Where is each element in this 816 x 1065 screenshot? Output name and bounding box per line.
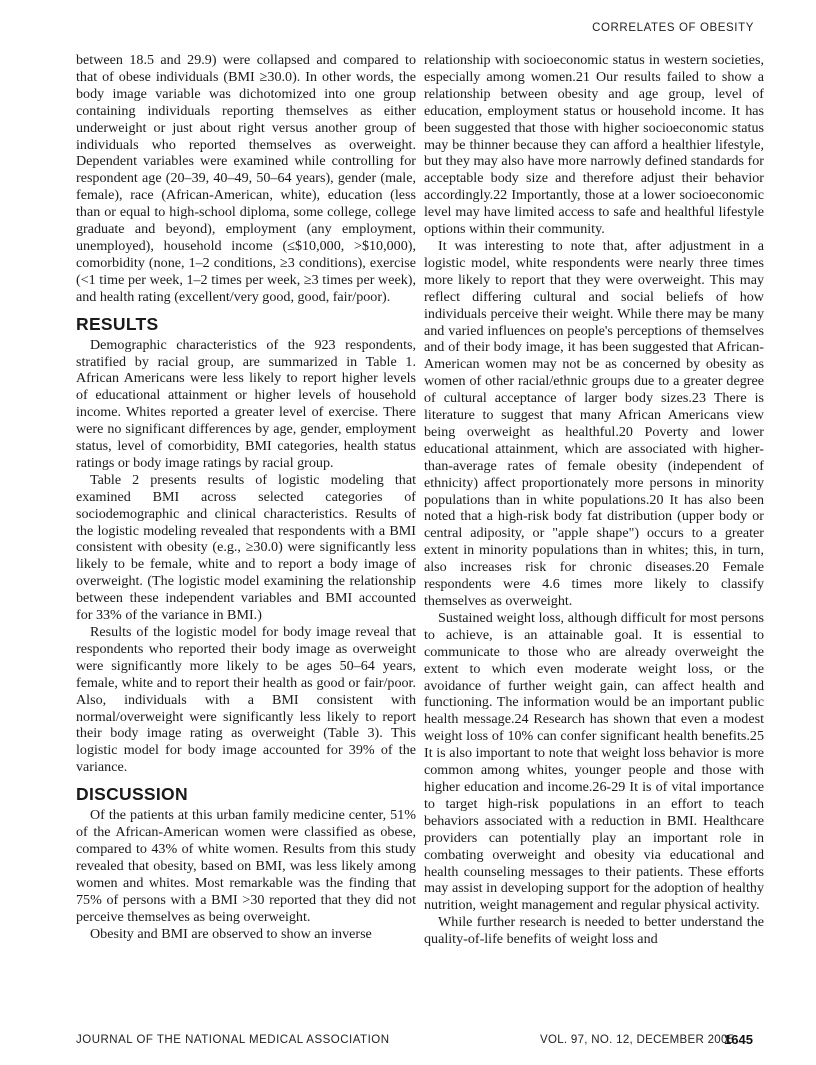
- footer-volume-info: VOL. 97, NO. 12, DECEMBER 2005: [540, 1034, 735, 1046]
- left-column: [76, 52, 416, 942]
- results-heading: RESULTS: [76, 313, 159, 334]
- running-title: CORRELATES OF OBESITY: [592, 22, 754, 34]
- page-number: 1645: [724, 1032, 753, 1047]
- discussion-paragraph-6: While further research is needed to better understand the quality-of-life benefits of weight loss and: [424, 914, 764, 948]
- discussion-paragraph-1: Of the patients at this urban family medicine center, 51% of the African-American women were classified as obese, compared to 43% of white women. Results from this study revealed that obesity, based on BMI, was less likely among women and whites. Most remarkable was the finding that 75% of persons with a BMI >30 reported that they did not perceive themselves as being overweight.: [76, 807, 416, 925]
- discussion-paragraph-4: It was interesting to note that, after adjustment in a logistic model, white respondents were nearly three times more likely to report that they were overweight. This may reflect differing cultural and social beliefs of how individuals perceive their weight. While there may be many and varied influences on people's perceptions of themselves and of their body image, it has been suggested that African-American women may not be as concerned by obesity as women of other racial/ethnic groups due to a greater degree of cultural acceptance of larger body sizes.23 There is literature to suggest that many African Americans view being overweight as healthful.20 Poverty and lower educational attainment, which are associated with higher-than-average rates of female obesity (independent of ethnicity) affect proportionately more persons in minority populations than in white populations.20 It has also been noted that a high-risk body fat distribution (upper body or central adiposity, or "apple shape") occurs to a greater extent in minority populations than in whites; this, in turn, also increases risk for chronic diseases.20 Female respondents were 4.6 times more likely to classify themselves as overweight.: [424, 237, 764, 609]
- footer-journal-name: JOURNAL OF THE NATIONAL MEDICAL ASSOCIATION: [76, 1034, 390, 1046]
- discussion-paragraph-5: Sustained weight loss, although difficult for most persons to achieve, is an attainable goal. It is essential to communicate to those who are already overweight the extent to which even moderate weight loss, or the avoidance of further weight gain, can affect health and functioning. The information would be an important public health message.24 Research has shown that even a modest weight loss of 10% can confer significant health benefits.25 It is also important to note that weight loss behavior is more common among whites, younger people and those with higher education and income.26-29 It is of vital importance to target high-risk populations in an effort to teach behaviors associated with a reduction in BMI. Healthcare providers can potentially play an important role in combating overweight and obesity via educational and health counseling messages to their patients. These efforts may assist in developing support for the adoption of healthy nutrition, weight management and regular physical activity.: [424, 609, 764, 914]
- discussion-heading: DISCUSSION: [76, 784, 188, 805]
- results-paragraph-1: Demographic characteristics of the 923 respondents, stratified by racial group, are summarized in Table 1. African Americans were less likely to report higher levels of educational attainment or higher levels of household income. Whites reported a greater level of exercise. There were no significant differences by age, gender, employment status, level of comorbidity, BMI categories, health status ratings or body image ratings by racial group.: [76, 336, 416, 471]
- methods-continued-paragraph: between 18.5 and 29.9) were collapsed and compared to that of obese individuals (BMI ≥30.0). In other words, the body image variable was dichotomized into one group containing individuals reporting themselves as either underweight or just about right versus another group of individuals who reported themselves as overweight. Dependent variables were examined while controlling for respondent age (20–39, 40–49, 50–64 years), gender (male, female), race (African-American, white), education (less than or equal to high-school diploma, some college, college graduate and beyond), employment (any employment, unemployed), household income (≤$10,000, >$10,000), comorbidity (none, 1–2 conditions, ≥3 conditions), exercise (<1 time per week, 1–2 times per week, ≥3 times per week), and health rating (excellent/very good, good, fair/poor).: [76, 52, 416, 305]
- discussion-paragraph-3: relationship with socioeconomic status in western societies, especially among women.21 Our results failed to show a relationship between obesity and age group, level of education, employment status or household income. It has been suggested that those with higher socioeconomic status may be thinner because they can afford a healthier lifestyle, but they may also have more narrowly defined standards for acceptable body size and therefore adjust their behavior accordingly.22 Importantly, those at a lower socioeconomic level may have limited access to safe and healthful lifestyle options within their community.: [424, 52, 764, 238]
- results-paragraph-2: Table 2 presents results of logistic modeling that examined BMI across selected categories of sociodemographic and clinical characteristics. Results of the logistic modeling revealed that respondents with a BMI consistent with obesity (e.g., ≥30.0) were significantly less likely to be female, white and to report a body image of overweight. (The logistic model examining the relationship between these independent variables and BMI accounted for 33% of the variance in BMI.): [76, 471, 416, 624]
- right-column: [424, 52, 764, 948]
- discussion-paragraph-2: Obesity and BMI are observed to show an inverse: [90, 925, 372, 942]
- results-paragraph-3: Results of the logistic model for body image reveal that respondents who reported their body image as overweight were significantly more likely to be ages 50–64 years, female, white and to report their health as good or fair/poor. Also, individuals with a BMI consistent with normal/overweight were significantly less likely to report their body image rating as overweight (Table 3). This logistic model for body image accounted for 39% of the variance.: [76, 624, 416, 776]
